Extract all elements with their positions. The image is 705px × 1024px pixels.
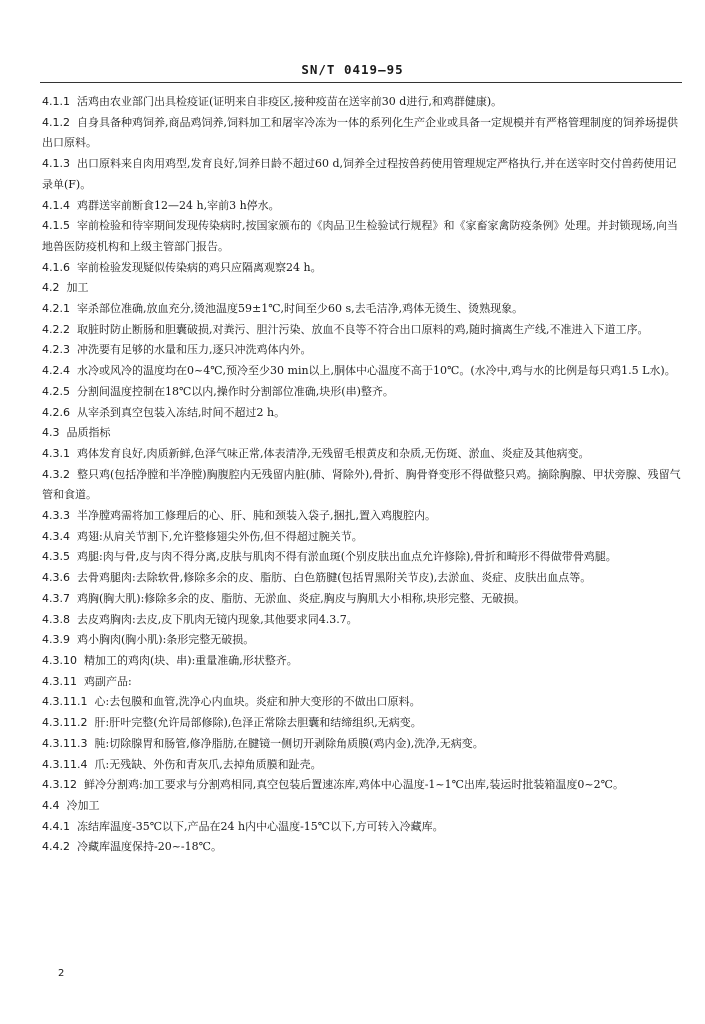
section-number: 4.4.1 xyxy=(42,819,70,833)
section-text: 整只鸡(包括净膛和半净膛)胸腹腔内无残留内脏(肺、肾除外),骨折、胸骨脊变形不得做整只鸡。摘除胸腺、甲状旁腺、残留气管和食道。 xyxy=(42,467,681,502)
section-text: 半净膛鸡需将加工修理后的心、肝、肫和颈装入袋子,捆扎,置入鸡腹腔内。 xyxy=(77,509,436,523)
doc-code: SN/T 0419—95 xyxy=(301,62,404,77)
section-text: 品质指标 xyxy=(66,426,111,440)
section-paragraph xyxy=(42,651,682,672)
section-number: 4.1.6 xyxy=(42,260,70,274)
section-number: 4.1.2 xyxy=(42,115,70,129)
section-text: 去皮鸡胸肉:去皮,皮下肌肉无镜内现象,其他要求同4.3.7。 xyxy=(77,612,358,626)
document-header xyxy=(0,62,705,77)
section-paragraph xyxy=(42,216,682,257)
section-number: 4.3.2 xyxy=(42,467,70,481)
section-number: 4.2.1 xyxy=(42,302,70,316)
section-number: 4.3.11 xyxy=(42,674,77,688)
section-number: 4.3.6 xyxy=(42,571,70,585)
section-number: 4.3.11.4 xyxy=(42,757,88,771)
section-paragraph xyxy=(42,713,682,734)
section-number: 4.2.2 xyxy=(42,322,70,336)
section-paragraph xyxy=(42,506,682,527)
section-paragraph xyxy=(42,258,682,279)
section-paragraph xyxy=(42,299,682,320)
section-text: 分割间温度控制在18℃以内,操作时分割部位准确,块形(串)整齐。 xyxy=(77,384,394,398)
section-text: 去骨鸡腿肉:去除软骨,修除多余的皮、脂肪、白色筋腱(包括胃黑附关节皮),去淤血、炎症、皮肤出血点等。 xyxy=(77,571,592,585)
section-paragraph xyxy=(42,465,682,506)
section-number: 4.2.6 xyxy=(42,405,70,419)
section-text: 鸡群送宰前断食12—24 h,宰前3 h停水。 xyxy=(77,198,280,212)
section-text: 冷加工 xyxy=(66,798,100,812)
document-body xyxy=(42,92,682,858)
section-text: 鸡翅:从肩关节割下,允许整修翅尖外伤,但不得超过腕关节。 xyxy=(77,529,363,543)
section-paragraph xyxy=(42,547,682,568)
section-number: 4.1.5 xyxy=(42,219,70,233)
section-paragraph xyxy=(42,755,682,776)
section-paragraph xyxy=(42,775,682,796)
section-paragraph xyxy=(42,196,682,217)
section-paragraph xyxy=(42,610,682,631)
section-paragraph xyxy=(42,382,682,403)
section-text: 宰前检验发现疑似传染病的鸡只应隔离观察24 h。 xyxy=(77,260,322,274)
section-number: 4.3.7 xyxy=(42,591,70,605)
section-number: 4.3.3 xyxy=(42,509,70,523)
section-paragraph xyxy=(42,444,682,465)
section-number: 4.1.1 xyxy=(42,95,70,108)
section-text: 水冷或风冷的温度均在0~4℃,预冷至少30 min以上,胴体中心温度不高于10℃。(水冷中,鸡与水的比例是每只鸡1.5 L水)。 xyxy=(77,364,676,378)
section-paragraph xyxy=(42,734,682,755)
section-paragraph xyxy=(42,361,682,382)
section-number: 4.3.9 xyxy=(42,633,70,647)
section-number: 4.3.1 xyxy=(42,446,70,460)
section-paragraph xyxy=(42,568,682,589)
section-paragraph xyxy=(42,278,682,299)
section-paragraph xyxy=(42,796,682,817)
section-number: 4.2.5 xyxy=(42,384,70,398)
section-number: 4.3.10 xyxy=(42,653,77,667)
header-divider xyxy=(40,82,682,83)
section-paragraph xyxy=(42,113,682,154)
section-number: 4.2.3 xyxy=(42,343,70,357)
section-paragraph xyxy=(42,589,682,610)
section-number: 4.3.11.3 xyxy=(42,736,88,750)
section-text: 自身具备种鸡饲养,商品鸡饲养,饲料加工和屠宰冷冻为一体的系列化生产企业或具备一定规模并有严格管理制度的饲养场提供出口原料。 xyxy=(42,115,678,150)
section-text: 鸡小胸肉(胸小肌):条形完整无破损。 xyxy=(77,633,255,647)
section-text: 冷藏库温度保持-20~-18℃。 xyxy=(77,840,222,854)
section-paragraph xyxy=(42,837,682,858)
section-text: 活鸡由农业部门出具检疫证(证明来自非疫区,接种疫苗在送宰前30 d进行,和鸡群健康)。 xyxy=(77,95,503,108)
section-text: 心:去包膜和血管,洗净心内血块。炎症和肿大变形的不做出口原料。 xyxy=(94,695,421,709)
section-text: 取脏时防止断肠和胆囊破损,对粪污、胆汁污染、放血不良等不符合出口原料的鸡,随时摘离生产线,不准进入下道工序。 xyxy=(77,322,649,336)
section-paragraph xyxy=(42,92,682,113)
section-number: 4.1.4 xyxy=(42,198,70,212)
section-number: 4.3.5 xyxy=(42,550,70,564)
section-number: 4.3.4 xyxy=(42,529,70,543)
section-text: 鸡胸(胸大肌):修除多余的皮、脂肪、无淤血、炎症,胸皮与胸肌大小相称,块形完整、无破损。 xyxy=(77,591,526,605)
section-paragraph xyxy=(42,817,682,838)
section-paragraph xyxy=(42,320,682,341)
section-paragraph xyxy=(42,692,682,713)
section-text: 加工 xyxy=(66,281,89,295)
section-number: 4.3.12 xyxy=(42,778,77,792)
section-text: 肝:肝叶完整(允许局部修除),色泽正常除去胆囊和结缔组织,无病变。 xyxy=(94,716,422,730)
section-text: 鸡体发育良好,肉质新鲜,色泽气味正常,体表清净,无残留毛根黄皮和杂质,无伤斑、淤血、炎症及其他病变。 xyxy=(77,446,590,460)
section-text: 鸡副产品: xyxy=(84,674,132,688)
section-paragraph xyxy=(42,630,682,651)
section-text: 鲜冷分割鸡:加工要求与分割鸡相同,真空包装后置速冻库,鸡体中心温度-1~1℃出库,装运时批装箱温度0~2℃。 xyxy=(84,778,624,792)
section-text: 精加工的鸡肉(块、串):重量准确,形状整齐。 xyxy=(84,653,298,667)
section-text: 肫:切除腺胃和肠管,修净脂肪,在腱镜一侧切开剥除角质膜(鸡内金),洗净,无病变。 xyxy=(94,736,484,750)
section-text: 从宰杀到真空包装入冻结,时间不超过2 h。 xyxy=(77,405,286,419)
section-number: 4.4.2 xyxy=(42,840,70,854)
section-number: 4.3.11.1 xyxy=(42,695,88,709)
section-number: 4.3.8 xyxy=(42,612,70,626)
section-number: 4.3 xyxy=(42,426,60,440)
section-text: 出口原料来自肉用鸡型,发育良好,饲养日龄不超过60 d,饲养全过程按兽药使用管理规定严格执行,并在送宰时交付兽药使用记录单(F)。 xyxy=(42,157,677,191)
section-text: 宰杀部位准确,放血充分,烫池温度59±1℃,时间至少60 s,去毛洁净,鸡体无烫生、烫熟现象。 xyxy=(77,302,524,316)
section-text: 冻结库温度-35℃以下,产品在24 h内中心温度-15℃以下,方可转入冷藏库。 xyxy=(77,819,444,833)
section-number: 4.2.4 xyxy=(42,364,70,378)
page-number: 2 xyxy=(58,968,65,979)
section-paragraph xyxy=(42,403,682,424)
section-text: 宰前检验和待宰期间发现传染病时,按国家颁布的《肉品卫生检验试行规程》和《家畜家禽防疫条例》处理。并封锁现场,向当地兽医防疫机构和上级主管部门报告。 xyxy=(42,219,678,253)
section-number: 4.2 xyxy=(42,281,60,295)
section-text: 爪:无残缺、外伤和青灰爪,去掉角质膜和趾壳。 xyxy=(94,757,322,771)
section-number: 4.4 xyxy=(42,798,60,812)
section-number: 4.1.3 xyxy=(42,157,70,171)
section-paragraph xyxy=(42,527,682,548)
section-text: 冲洗要有足够的水量和压力,逐只冲洗鸡体内外。 xyxy=(77,343,312,357)
section-paragraph xyxy=(42,672,682,693)
section-number: 4.3.11.2 xyxy=(42,716,88,730)
section-text: 鸡腿:肉与骨,皮与肉不得分离,皮肤与肌肉不得有淤血斑(个别皮肤出血点允许修除),骨折和畸形不得做带骨鸡腿。 xyxy=(77,550,617,564)
section-paragraph xyxy=(42,423,682,444)
section-paragraph xyxy=(42,154,682,195)
section-paragraph xyxy=(42,340,682,361)
